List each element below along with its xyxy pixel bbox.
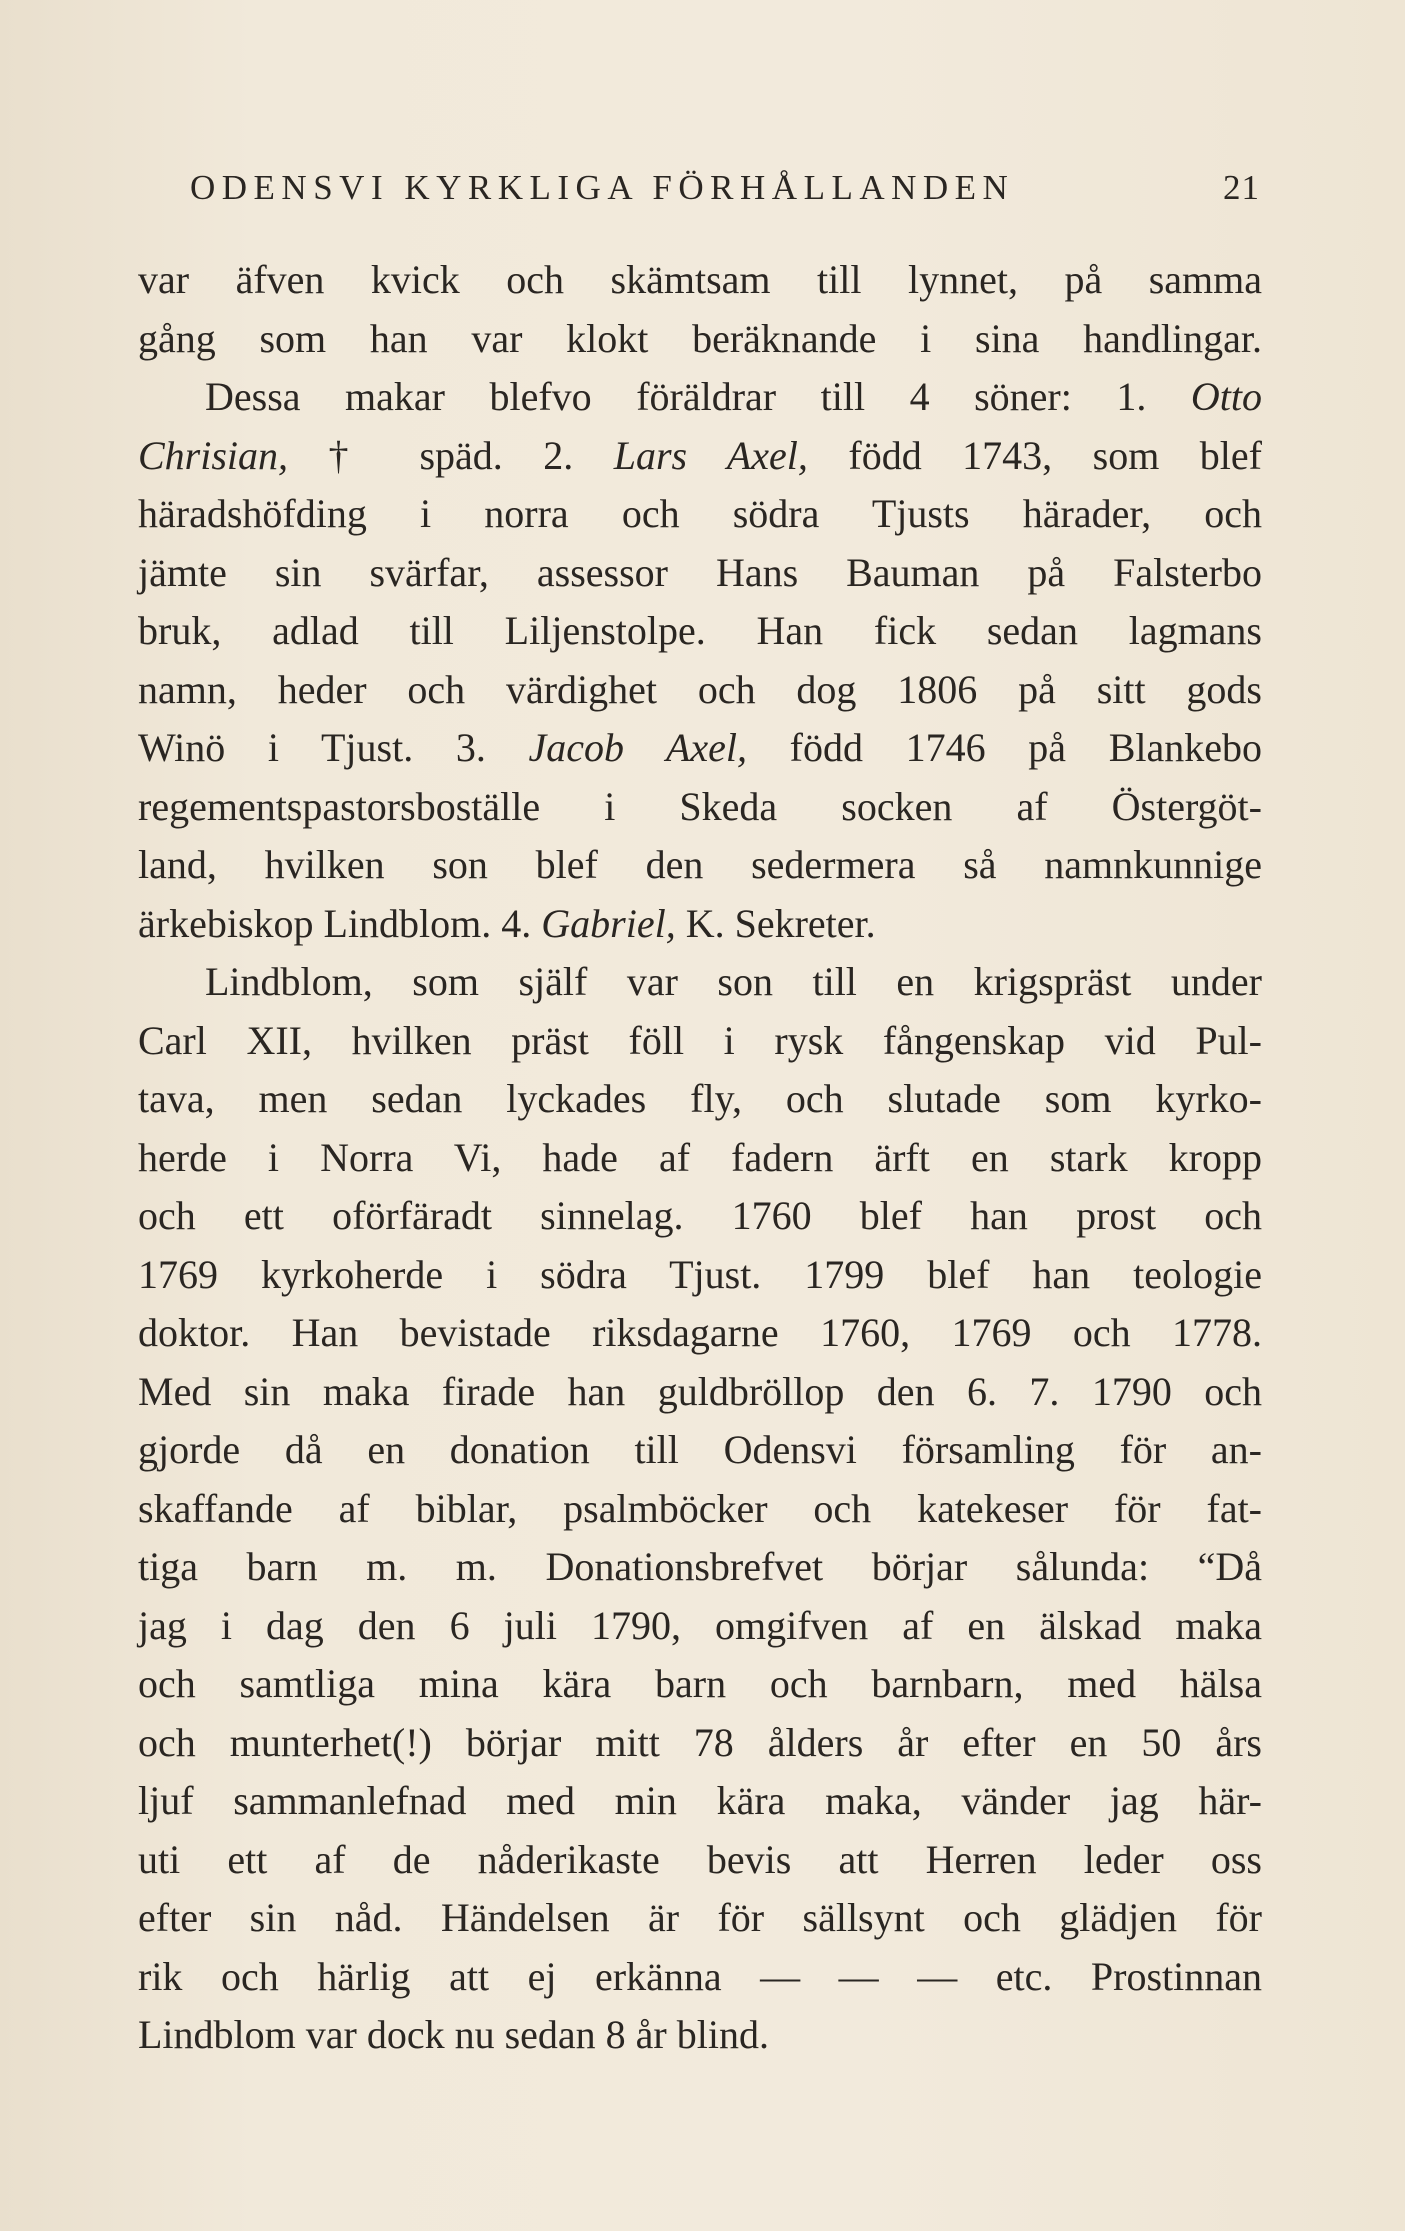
text-line: och munterhet(!) börjar mitt 78 ålders år efter en 50 års — [138, 1719, 1262, 1765]
text-line: land, hvilken son blef den sedermera så namnkunnige — [138, 842, 1262, 887]
text-line: bruk, adlad till Liljenstolpe. Han fick sedan lagmans — [138, 608, 1262, 653]
text-line: skaffande af biblar, psalmböcker och katekeser för fat- — [138, 1485, 1262, 1531]
text-line: uti ett af de nåderikaste bevis att Herren leder oss — [138, 1836, 1262, 1882]
text-line: Winö i Tjust. 3. Jacob Axel, född 1746 på Blankebo — [138, 725, 1263, 770]
text-line: jämte sin svärfar, assessor Hans Bauman på Falsterbo — [138, 549, 1262, 595]
body-text — [138, 251, 1262, 2065]
text-line: 1769 kyrkoherde i södra Tjust. 1799 blef han teologie — [138, 1251, 1262, 1297]
text-line: herde i Norra Vi, hade af fadern ärft en stark kropp — [138, 1134, 1262, 1180]
text-line: var äfven kvick och skämtsam till lynnet, på samma — [138, 257, 1262, 302]
page-number: 21 — [1223, 168, 1260, 207]
text-line: rik och härlig att ej erkänna — — — etc. Prostinnan — [138, 1953, 1262, 1999]
text-line: och ett oförfäradt sinnelag. 1760 blef han prost och — [138, 1193, 1262, 1238]
text-line: gång som han var klokt beräknande i sina handlingar. — [138, 315, 1262, 361]
text-line: Carl XII, hvilken präst föll i rysk fångenskap vid Pul- — [138, 1017, 1262, 1063]
text-line: Lindblom var dock nu sedan 8 år blind. — [138, 2012, 769, 2057]
text-line: och samtliga mina kära barn och barnbarn, med hälsa — [138, 1661, 1262, 1706]
text-line: tiga barn m. m. Donationsbrefvet börjar sålunda: “Då — [138, 1544, 1262, 1589]
text-line: namn, heder och värdighet och dog 1806 på sitt gods — [138, 666, 1262, 712]
text-line: efter sin nåd. Händelsen är för sällsynt och glädjen för — [138, 1895, 1262, 1940]
text-line: häradshöfding i norra och södra Tjusts härader, och — [138, 491, 1262, 536]
text-line: Chrisian, † späd. 2. Lars Axel, född 1743, som blef — [138, 432, 1262, 478]
text-line: jag i dag den 6 juli 1790, omgifven af en älskad maka — [138, 1602, 1262, 1648]
text-line: gjorde då en donation till Odensvi församling för an- — [138, 1427, 1262, 1472]
text-line: ärkebiskop Lindblom. 4. Gabriel, K. Sekreter. — [138, 900, 876, 946]
text-line: doktor. Han bevistade riksdagarne 1760, 1769 och 1778. — [138, 1310, 1262, 1355]
running-title: ODENSVI KYRKLIGA FÖRHÅLLANDEN — [190, 168, 1015, 207]
text-line: Med sin maka firade han guldbröllop den 6. 7. 1790 och — [138, 1368, 1262, 1414]
text-line: Lindblom, som själf var son till en krigspräst under — [205, 959, 1262, 1004]
text-line: tava, men sedan lyckades fly, och slutade som kyrko- — [138, 1076, 1262, 1121]
running-header — [190, 168, 1260, 218]
text-line: Dessa makar blefvo föräldrar till 4 söner: 1. Otto — [205, 374, 1262, 419]
text-line: ljuf sammanlefnad med min kära maka, vänder jag här- — [138, 1778, 1262, 1823]
text-line: regementspastorsboställe i Skeda socken af Östergöt- — [138, 783, 1262, 829]
